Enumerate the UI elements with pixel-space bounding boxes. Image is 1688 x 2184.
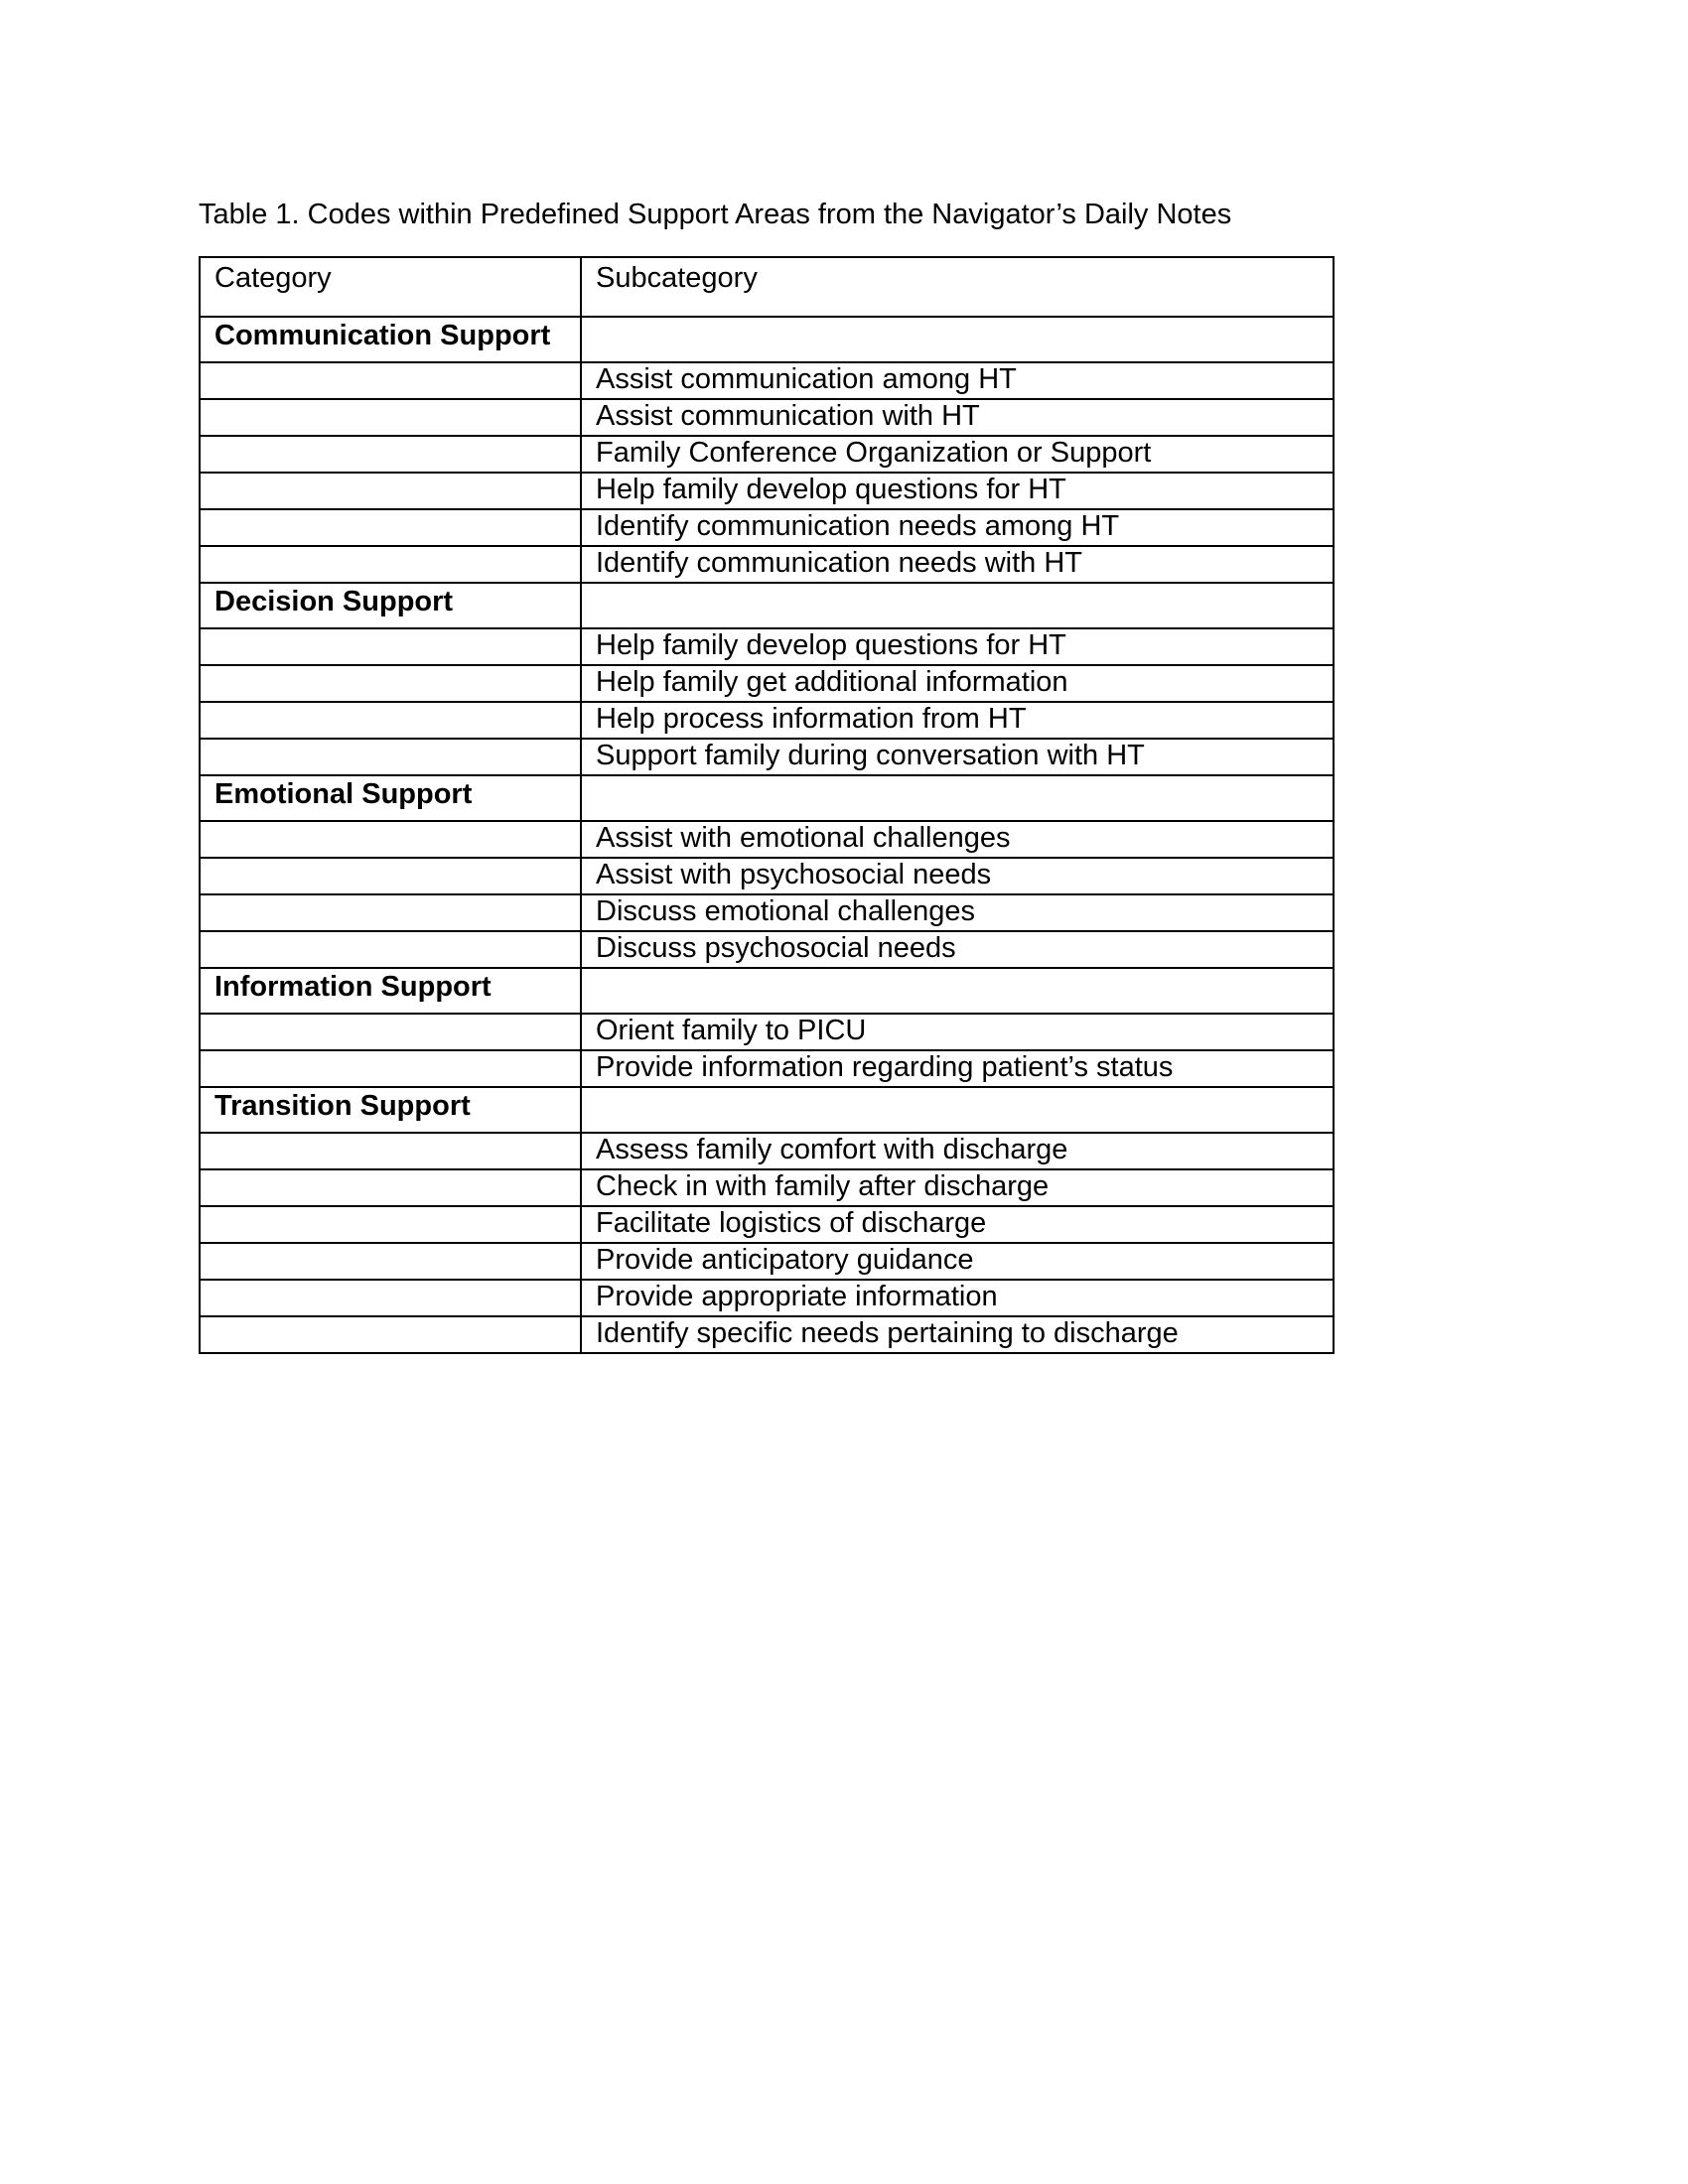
subcategory-row: [200, 1316, 1334, 1353]
category-row: [200, 317, 1334, 362]
subcategory-cell: Identify communication needs with HT: [581, 546, 1334, 583]
subcategory-cell: Assist communication among HT: [581, 362, 1334, 399]
subcategory-row: [200, 1243, 1334, 1280]
category-cell: Transition Support: [200, 1087, 581, 1133]
empty-category-cell: [200, 399, 581, 436]
codes-table: [199, 256, 1335, 1354]
empty-category-cell: [200, 1169, 581, 1206]
empty-category-cell: [200, 473, 581, 509]
empty-category-cell: [200, 1316, 581, 1353]
subcategory-row: [200, 1014, 1334, 1050]
subcategory-cell: Assist with psychosocial needs: [581, 858, 1334, 894]
subcategory-row: [200, 821, 1334, 858]
category-cell: Information Support: [200, 968, 581, 1014]
subcategory-row: [200, 1169, 1334, 1206]
empty-category-cell: [200, 1050, 581, 1087]
subcategory-cell: Provide appropriate information: [581, 1280, 1334, 1316]
subcategory-row: [200, 399, 1334, 436]
empty-subcategory-cell: [581, 583, 1334, 628]
subcategory-row: [200, 1280, 1334, 1316]
category-cell: Emotional Support: [200, 775, 581, 821]
empty-category-cell: [200, 1280, 581, 1316]
subcategory-cell: Check in with family after discharge: [581, 1169, 1334, 1206]
category-cell: Decision Support: [200, 583, 581, 628]
subcategory-cell: Help family develop questions for HT: [581, 473, 1334, 509]
empty-category-cell: [200, 1243, 581, 1280]
empty-category-cell: [200, 931, 581, 968]
subcategory-row: [200, 628, 1334, 665]
subcategory-cell: Discuss emotional challenges: [581, 894, 1334, 931]
header-subcategory: Subcategory: [581, 257, 1334, 317]
empty-category-cell: [200, 821, 581, 858]
subcategory-row: [200, 931, 1334, 968]
subcategory-row: [200, 473, 1334, 509]
subcategory-row: [200, 436, 1334, 473]
header-category: Category: [200, 257, 581, 317]
empty-category-cell: [200, 509, 581, 546]
empty-category-cell: [200, 1014, 581, 1050]
table-caption: Table 1. Codes within Predefined Support Areas from the Navigator’s Daily Notes: [199, 199, 1232, 230]
subcategory-cell: Help process information from HT: [581, 702, 1334, 739]
subcategory-row: [200, 546, 1334, 583]
empty-category-cell: [200, 702, 581, 739]
subcategory-row: [200, 739, 1334, 775]
empty-subcategory-cell: [581, 968, 1334, 1014]
subcategory-row: [200, 894, 1334, 931]
subcategory-cell: Orient family to PICU: [581, 1014, 1334, 1050]
subcategory-cell: Assess family comfort with discharge: [581, 1133, 1334, 1169]
empty-category-cell: [200, 894, 581, 931]
subcategory-row: [200, 362, 1334, 399]
category-row: [200, 583, 1334, 628]
table-header-row: [200, 257, 1334, 317]
subcategory-row: [200, 1206, 1334, 1243]
empty-category-cell: [200, 739, 581, 775]
subcategory-row: [200, 665, 1334, 702]
subcategory-cell: Discuss psychosocial needs: [581, 931, 1334, 968]
subcategory-cell: Assist with emotional challenges: [581, 821, 1334, 858]
subcategory-cell: Family Conference Organization or Support: [581, 436, 1334, 473]
subcategory-row: [200, 1050, 1334, 1087]
category-row: [200, 1087, 1334, 1133]
empty-subcategory-cell: [581, 317, 1334, 362]
empty-category-cell: [200, 858, 581, 894]
category-row: [200, 775, 1334, 821]
subcategory-cell: Support family during conversation with HT: [581, 739, 1334, 775]
subcategory-cell: Facilitate logistics of discharge: [581, 1206, 1334, 1243]
subcategory-row: [200, 702, 1334, 739]
empty-category-cell: [200, 546, 581, 583]
subcategory-row: [200, 1133, 1334, 1169]
subcategory-cell: Help family develop questions for HT: [581, 628, 1334, 665]
empty-category-cell: [200, 362, 581, 399]
subcategory-cell: Assist communication with HT: [581, 399, 1334, 436]
subcategory-cell: Provide anticipatory guidance: [581, 1243, 1334, 1280]
subcategory-cell: Provide information regarding patient’s status: [581, 1050, 1334, 1087]
category-row: [200, 968, 1334, 1014]
subcategory-cell: Identify specific needs pertaining to discharge: [581, 1316, 1334, 1353]
empty-category-cell: [200, 1206, 581, 1243]
empty-category-cell: [200, 628, 581, 665]
empty-subcategory-cell: [581, 775, 1334, 821]
subcategory-cell: Identify communication needs among HT: [581, 509, 1334, 546]
subcategory-cell: Help family get additional information: [581, 665, 1334, 702]
empty-category-cell: [200, 1133, 581, 1169]
empty-category-cell: [200, 665, 581, 702]
subcategory-row: [200, 509, 1334, 546]
subcategory-row: [200, 858, 1334, 894]
category-cell: Communication Support: [200, 317, 581, 362]
empty-subcategory-cell: [581, 1087, 1334, 1133]
empty-category-cell: [200, 436, 581, 473]
